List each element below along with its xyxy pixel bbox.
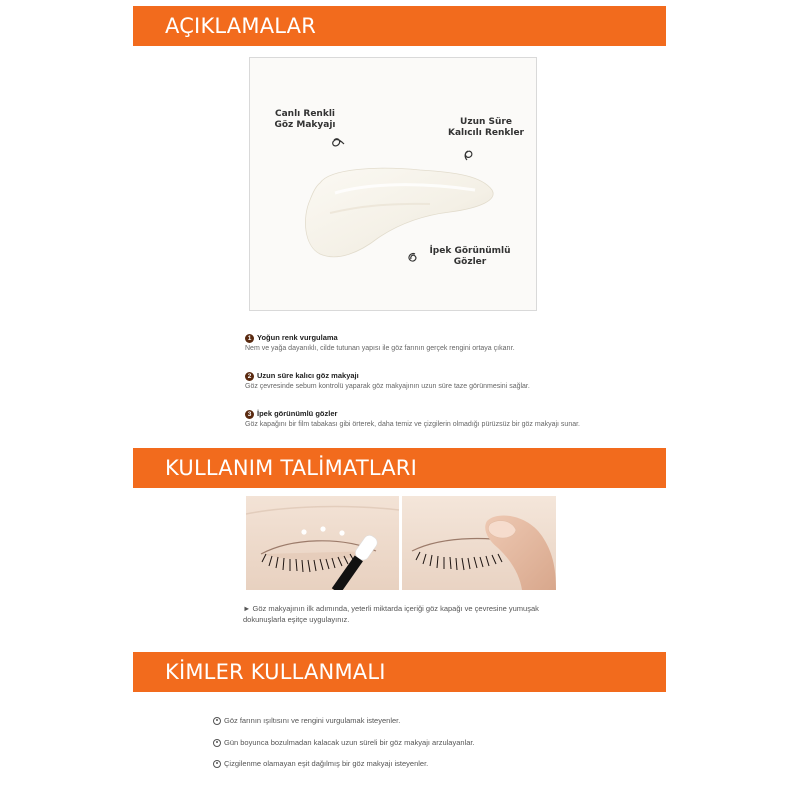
who-item-text: Göz farının ışıltısını ve rengini vurgulamak isteyenler. [224, 716, 401, 725]
feature-title: Uzun süre kalıcı göz makyajı [257, 371, 359, 380]
feature-title: Yoğun renk vurgulama [257, 333, 338, 342]
product-swatch-image [249, 57, 537, 311]
eye-finger-blend-illustration [402, 496, 556, 590]
label-silk-line1: İpek Görünümlü [429, 246, 511, 256]
bullet-icon [213, 760, 221, 768]
feature-item [245, 409, 585, 430]
feature-description: Göz kapağını bir film tabakası gibi örterek, daha temiz ve çizgilerin olmadığı pürüzsüz bir göz makyajı sunar. [245, 421, 580, 428]
label-long-line2: Kalıcılı Renkler [448, 128, 524, 138]
usage-instruction: ► Göz makyajının ilk adımında, yeterli miktarda içeriği göz kapağı ve çevresine yumuşak dokunuşlarla eşitçe uygulayınız. [243, 604, 539, 624]
section-title: KULLANIM TALİMATLARI [165, 456, 417, 480]
section-header-who [133, 652, 666, 692]
usage-photo-apply [246, 496, 399, 590]
label-long-lasting [446, 117, 526, 139]
feature-title: İpek görünümlü gözler [257, 409, 338, 418]
who-list-item [213, 738, 475, 747]
who-list-item [213, 759, 428, 768]
section-title: KİMLER KULLANMALI [165, 660, 386, 684]
feature-item [245, 371, 585, 392]
who-list-item [213, 716, 400, 725]
label-vivid [270, 109, 340, 131]
eye-applicator-illustration [246, 496, 399, 590]
feature-title-row [245, 371, 585, 381]
feature-description: Nem ve yağa dayanıklı, cilde tutunan yapısı ile göz farının gerçek rengini ortaya çıkarır. [245, 345, 515, 352]
label-silk-line2: Gözler [453, 257, 487, 267]
number-badge: 1 [245, 334, 254, 343]
number-badge: 3 [245, 410, 254, 419]
who-item-text: Çizgilenme olamayan eşit dağılmış bir göz makyajı isteyenler. [224, 759, 429, 768]
who-item-text: Gün boyunca bozulmadan kalacak uzun süreli bir göz makyajı arzulayanlar. [224, 738, 475, 747]
section-header-usage [133, 448, 666, 488]
section-header-description [133, 6, 666, 46]
label-long-line1: Uzun Süre [460, 117, 512, 127]
label-vivid-line1: Canlı Renkli [275, 109, 335, 119]
section-title: AÇIKLAMALAR [165, 14, 316, 38]
feature-title-row [245, 333, 585, 343]
feature-item [245, 333, 585, 354]
label-vivid-line2: Göz Makyajı [274, 120, 336, 130]
feature-description: Göz çevresinde sebum kontrolü yaparak göz makyajının uzun süre taze görünmesini sağlar. [245, 383, 530, 390]
label-silky [425, 246, 515, 268]
cream-swatch-illustration [250, 58, 538, 312]
number-badge: 2 [245, 372, 254, 381]
usage-photo-blend [402, 496, 556, 590]
feature-title-row [245, 409, 585, 419]
bullet-icon [213, 717, 221, 725]
bullet-icon [213, 739, 221, 747]
